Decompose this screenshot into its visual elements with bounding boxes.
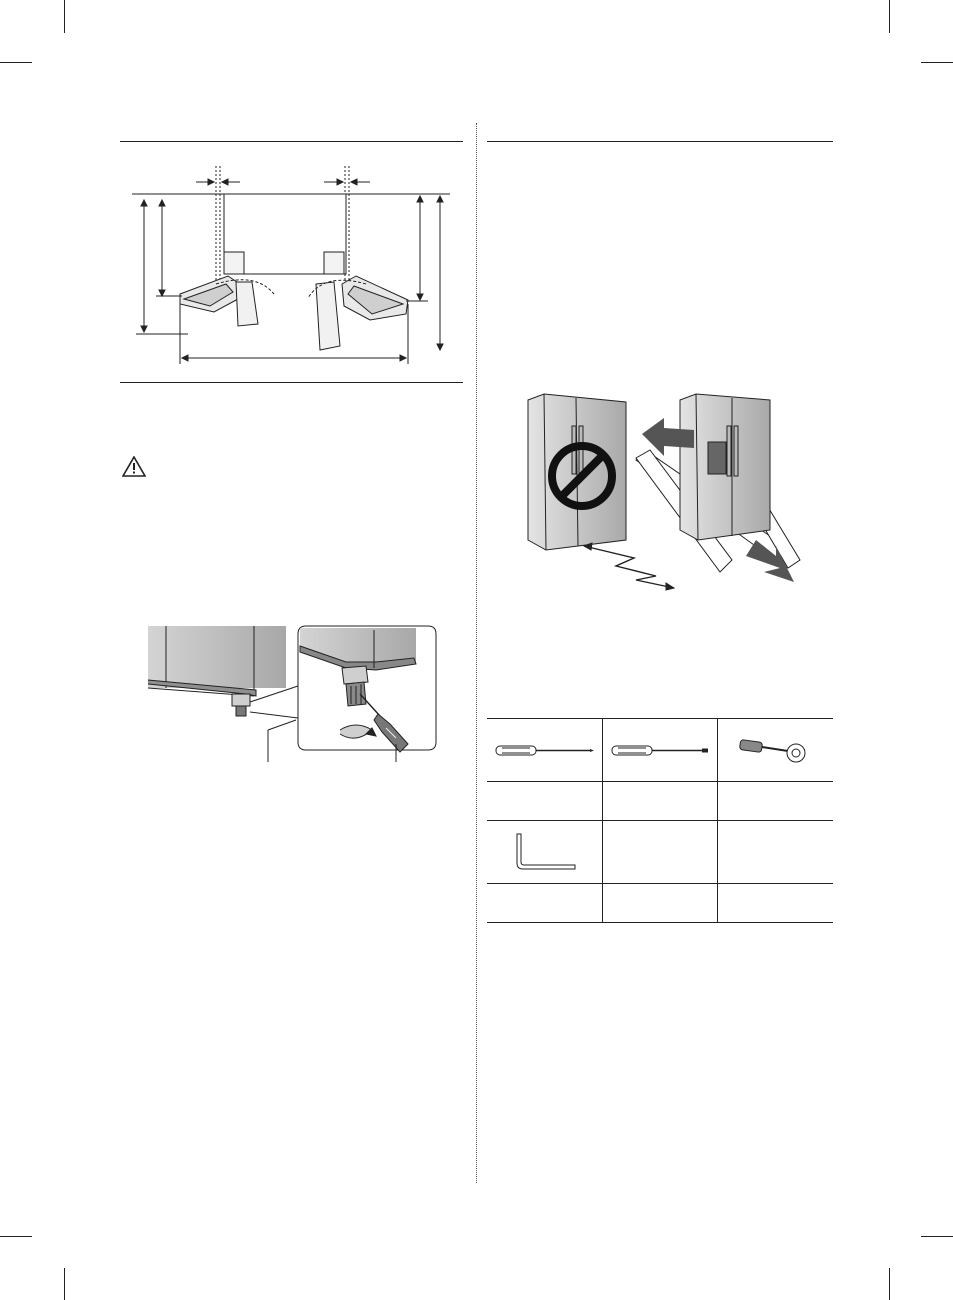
tool-label (718, 884, 833, 923)
warning-triangle-icon (122, 456, 146, 477)
tool-label (718, 782, 833, 821)
crop-mark (889, 0, 890, 33)
socket-wrench-icon (736, 735, 816, 765)
tool-label (602, 884, 717, 923)
column-divider (476, 123, 477, 1183)
empty-tool-cell (602, 821, 717, 884)
moving-illustration (524, 390, 814, 605)
flat-screwdriver-icon (610, 742, 710, 758)
leveling-foot-illustration (146, 624, 441, 764)
tool-label (602, 782, 717, 821)
crop-mark (889, 1268, 890, 1300)
tool-label (487, 782, 602, 821)
allen-wrench-cell (487, 821, 602, 884)
section-rule (487, 141, 833, 142)
crop-mark (64, 0, 65, 33)
tools-table (487, 718, 833, 923)
crop-mark (0, 62, 32, 63)
section-rule (120, 141, 463, 142)
flat-screwdriver-cell (602, 719, 717, 782)
phillips-screwdriver-icon (494, 742, 594, 758)
crop-mark (921, 1236, 953, 1237)
empty-tool-cell (718, 821, 833, 884)
section-rule (120, 382, 463, 383)
tool-label (487, 884, 602, 923)
socket-wrench-cell (718, 719, 833, 782)
phillips-screwdriver-cell (487, 719, 602, 782)
crop-mark (921, 62, 953, 63)
crop-mark (0, 1236, 32, 1237)
allen-wrench-icon (509, 832, 579, 872)
door-clearance-diagram (128, 164, 458, 374)
crop-mark (64, 1268, 65, 1300)
